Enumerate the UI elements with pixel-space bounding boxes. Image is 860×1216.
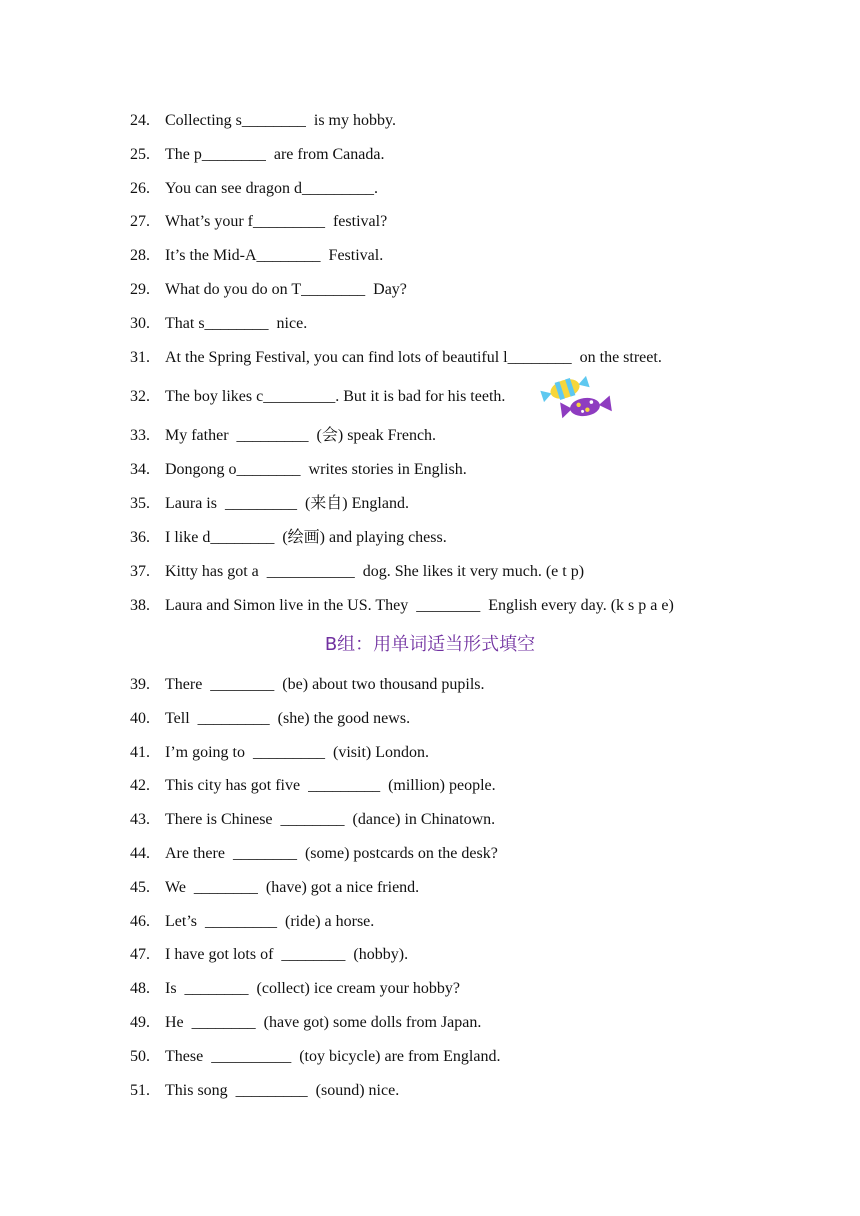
question-38 xyxy=(130,596,674,616)
question-number: 44. xyxy=(130,845,150,862)
question-number: 39. xyxy=(130,676,150,693)
question-number: 28. xyxy=(130,247,150,264)
question-number: 46. xyxy=(130,913,150,930)
question-text: Dongong o________ writes stories in English. xyxy=(165,461,467,478)
question-text: My father _________ (会) speak French. xyxy=(165,427,437,444)
question-text: Collecting s________ is my hobby. xyxy=(165,112,396,129)
question-number: 29. xyxy=(130,281,150,298)
question-text: Tell _________ (she) the good news. xyxy=(165,710,411,727)
question-text: What’s your f_________ festival? xyxy=(165,213,388,230)
question-34 xyxy=(130,460,467,480)
question-32 xyxy=(130,387,505,407)
question-40 xyxy=(130,709,410,729)
question-number: 32. xyxy=(130,388,150,405)
question-47 xyxy=(130,945,408,965)
question-number: 36. xyxy=(130,529,150,546)
question-36 xyxy=(130,528,447,548)
question-number: 49. xyxy=(130,1014,150,1031)
question-text: Laura is _________ (来自) England. xyxy=(165,495,409,512)
question-text: We ________ (have) got a nice friend. xyxy=(165,879,420,896)
question-text: It’s the Mid-A________ Festival. xyxy=(165,247,384,264)
question-50 xyxy=(130,1047,500,1067)
question-51 xyxy=(130,1081,399,1101)
question-28 xyxy=(130,246,383,266)
question-37 xyxy=(130,562,584,582)
question-text: There is Chinese ________ (dance) in Chinatown. xyxy=(165,811,496,828)
question-number: 26. xyxy=(130,180,150,197)
question-44 xyxy=(130,844,498,864)
question-number: 45. xyxy=(130,879,150,896)
question-text: He ________ (have got) some dolls from Japan. xyxy=(165,1014,482,1031)
question-number: 27. xyxy=(130,213,150,230)
question-42 xyxy=(130,776,496,796)
question-text: Laura and Simon live in the US. They ________ English every day. (k s p a e) xyxy=(165,597,674,614)
question-39 xyxy=(130,675,485,695)
question-number: 34. xyxy=(130,461,150,478)
question-48 xyxy=(130,979,460,999)
question-text: Are there ________ (some) postcards on the desk? xyxy=(165,845,498,862)
question-text: That s________ nice. xyxy=(165,315,308,332)
question-text: I like d________ (绘画) and playing chess. xyxy=(165,529,447,546)
question-text: I have got lots of ________ (hobby). xyxy=(165,946,409,963)
question-31 xyxy=(130,348,662,368)
candy-icon xyxy=(537,373,617,421)
question-number: 50. xyxy=(130,1048,150,1065)
question-number: 25. xyxy=(130,146,150,163)
question-text: You can see dragon d_________. xyxy=(165,180,379,197)
question-text: I’m going to _________ (visit) London. xyxy=(165,744,429,761)
question-43 xyxy=(130,810,495,830)
question-number: 40. xyxy=(130,710,150,727)
question-number: 37. xyxy=(130,563,150,580)
question-number: 35. xyxy=(130,495,150,512)
question-49 xyxy=(130,1013,481,1033)
question-29 xyxy=(130,280,407,300)
question-number: 33. xyxy=(130,427,150,444)
question-number: 24. xyxy=(130,112,150,129)
question-27 xyxy=(130,212,387,232)
question-number: 38. xyxy=(130,597,150,614)
question-number: 47. xyxy=(130,946,150,963)
question-text: These __________ (toy bicycle) are from England. xyxy=(165,1048,501,1065)
question-text: Let’s _________ (ride) a horse. xyxy=(165,913,375,930)
question-number: 48. xyxy=(130,980,150,997)
question-number: 51. xyxy=(130,1082,150,1099)
question-33 xyxy=(130,426,436,446)
question-text: There ________ (be) about two thousand pupils. xyxy=(165,676,485,693)
question-text: This song _________ (sound) nice. xyxy=(165,1082,400,1099)
question-24 xyxy=(130,111,396,131)
question-text: At the Spring Festival, you can find lots of beautiful l________ on the street. xyxy=(165,349,662,366)
question-text: What do you do on T________ Day? xyxy=(165,281,407,298)
question-text: The p________ are from Canada. xyxy=(165,146,385,163)
question-25 xyxy=(130,145,384,165)
question-text: This city has got five _________ (million) people. xyxy=(165,777,496,794)
question-text: Kitty has got a ___________ dog. She likes it very much. (e t p) xyxy=(165,563,585,580)
question-26 xyxy=(130,179,378,199)
question-number: 42. xyxy=(130,777,150,794)
question-35 xyxy=(130,494,409,514)
question-text: Is ________ (collect) ice cream your hobby? xyxy=(165,980,461,997)
question-number: 41. xyxy=(130,744,150,761)
question-45 xyxy=(130,878,419,898)
question-number: 30. xyxy=(130,315,150,332)
question-46 xyxy=(130,912,374,932)
section-b-heading: B组：用单词适当形式填空 xyxy=(324,634,536,655)
question-text: The boy likes c_________. But it is bad for his teeth. xyxy=(165,388,506,405)
question-41 xyxy=(130,743,429,763)
question-30 xyxy=(130,314,307,334)
question-number: 31. xyxy=(130,349,150,366)
question-number: 43. xyxy=(130,811,150,828)
